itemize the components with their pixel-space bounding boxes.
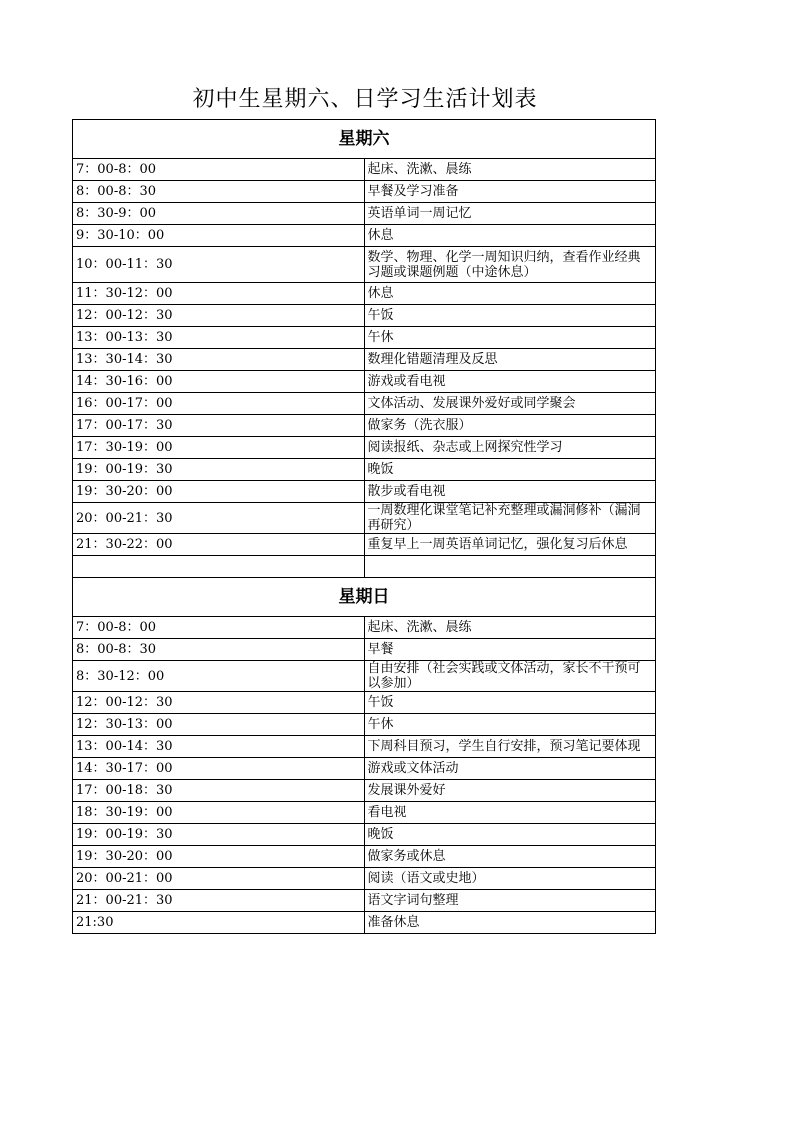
time-cell: 12：00-12：30 — [73, 692, 365, 714]
table-row — [73, 349, 656, 371]
table-row — [73, 225, 656, 247]
time-cell: 19：00-19：30 — [73, 459, 365, 481]
activity-cell: 阅读报纸、杂志或上网探究性学习 — [364, 437, 656, 459]
table-row — [73, 714, 656, 736]
activity-cell: 数理化错题清理及反思 — [364, 349, 656, 371]
time-cell: 14：30-17：00 — [73, 758, 365, 780]
time-cell: 13：30-14：30 — [73, 349, 365, 371]
time-cell: 11：30-12：00 — [73, 283, 365, 305]
activity-cell: 做家务或休息 — [364, 846, 656, 868]
table-row — [73, 283, 656, 305]
time-cell: 18：30-19：00 — [73, 802, 365, 824]
sunday-header-row — [73, 578, 656, 617]
activity-cell: 英语单词一周记忆 — [364, 203, 656, 225]
activity-cell: 午饭 — [364, 692, 656, 714]
table-row — [73, 868, 656, 890]
table-row — [73, 305, 656, 327]
time-cell: 14：30-16：00 — [73, 371, 365, 393]
table-row — [73, 459, 656, 481]
time-cell: 16：00-17：00 — [73, 393, 365, 415]
table-row — [73, 802, 656, 824]
sunday-heading: 星期日 — [73, 578, 656, 617]
table-row — [73, 758, 656, 780]
activity-cell: 准备休息 — [364, 912, 656, 934]
table-row — [73, 639, 656, 661]
time-cell: 10：00-11：30 — [73, 247, 365, 283]
activity-cell: 语文字词句整理 — [364, 890, 656, 912]
activity-cell: 休息 — [364, 283, 656, 305]
time-cell: 7：00-8：00 — [73, 159, 365, 181]
table-row — [73, 736, 656, 758]
table-row — [73, 661, 656, 692]
saturday-header-row — [73, 120, 656, 159]
activity-cell: 游戏或文体活动 — [364, 758, 656, 780]
time-cell: 12：30-13：00 — [73, 714, 365, 736]
time-cell: 7：00-8：00 — [73, 617, 365, 639]
table-row — [73, 159, 656, 181]
table-row — [73, 247, 656, 283]
table-row — [73, 503, 656, 534]
activity-cell: 午休 — [364, 714, 656, 736]
activity-cell: 散步或看电视 — [364, 481, 656, 503]
time-cell: 20：00-21：00 — [73, 868, 365, 890]
activity-cell: 一周数理化课堂笔记补充整理或漏洞修补（漏洞再研究） — [364, 503, 656, 534]
time-cell: 17：30-19：00 — [73, 437, 365, 459]
time-cell: 19：00-19：30 — [73, 824, 365, 846]
table-row — [73, 415, 656, 437]
activity-cell: 晚饭 — [364, 824, 656, 846]
blank-cell — [73, 556, 365, 578]
time-cell: 20：00-21：30 — [73, 503, 365, 534]
activity-cell: 下周科目预习，学生自行安排，预习笔记要体现 — [364, 736, 656, 758]
blank-cell — [364, 556, 656, 578]
time-cell: 8：00-8：30 — [73, 181, 365, 203]
table-row — [73, 824, 656, 846]
time-cell: 9：30-10：00 — [73, 225, 365, 247]
activity-cell: 午休 — [364, 327, 656, 349]
time-cell: 12：00-12：30 — [73, 305, 365, 327]
activity-cell: 起床、洗漱、晨练 — [364, 159, 656, 181]
schedule-body — [73, 120, 656, 934]
activity-cell: 起床、洗漱、晨练 — [364, 617, 656, 639]
time-cell: 17：00-17：30 — [73, 415, 365, 437]
activity-cell: 早餐及学习准备 — [364, 181, 656, 203]
time-cell: 19：30-20：00 — [73, 481, 365, 503]
activity-cell: 阅读（语文或史地） — [364, 868, 656, 890]
time-cell: 13：00-14：30 — [73, 736, 365, 758]
time-cell: 19：30-20：00 — [73, 846, 365, 868]
activity-cell: 文体活动、发展课外爱好或同学聚会 — [364, 393, 656, 415]
table-row — [73, 534, 656, 556]
activity-cell: 午饭 — [364, 305, 656, 327]
table-row — [73, 203, 656, 225]
table-row — [73, 181, 656, 203]
activity-cell: 早餐 — [364, 639, 656, 661]
activity-cell: 游戏或看电视 — [364, 371, 656, 393]
table-row — [73, 912, 656, 934]
activity-cell: 晚饭 — [364, 459, 656, 481]
table-row — [73, 327, 656, 349]
blank-row — [73, 556, 656, 578]
activity-cell: 做家务（洗衣服） — [364, 415, 656, 437]
activity-cell: 发展课外爱好 — [364, 780, 656, 802]
time-cell: 21:30 — [73, 912, 365, 934]
time-cell: 8：00-8：30 — [73, 639, 365, 661]
table-row — [73, 692, 656, 714]
activity-cell: 自由安排（社会实践或文体活动，家长不干预可以参加） — [364, 661, 656, 692]
time-cell: 21：00-21：30 — [73, 890, 365, 912]
table-row — [73, 846, 656, 868]
table-row — [73, 481, 656, 503]
table-row — [73, 437, 656, 459]
page-title: 初中生星期六、日学习生活计划表 — [192, 87, 538, 112]
activity-cell: 看电视 — [364, 802, 656, 824]
table-row — [73, 890, 656, 912]
table-row — [73, 617, 656, 639]
time-cell: 13：00-13：30 — [73, 327, 365, 349]
table-row — [73, 393, 656, 415]
time-cell: 17：00-18：30 — [73, 780, 365, 802]
time-cell: 8：30-12：00 — [73, 661, 365, 692]
activity-cell: 数学、物理、化学一周知识归纳，查看作业经典习题或课题例题（中途休息） — [364, 247, 656, 283]
time-cell: 21：30-22：00 — [73, 534, 365, 556]
table-row — [73, 371, 656, 393]
activity-cell: 休息 — [364, 225, 656, 247]
time-cell: 8：30-9：00 — [73, 203, 365, 225]
activity-cell: 重复早上一周英语单词记忆，强化复习后休息 — [364, 534, 656, 556]
table-row — [73, 780, 656, 802]
saturday-heading: 星期六 — [73, 120, 656, 159]
schedule-table — [72, 119, 656, 934]
